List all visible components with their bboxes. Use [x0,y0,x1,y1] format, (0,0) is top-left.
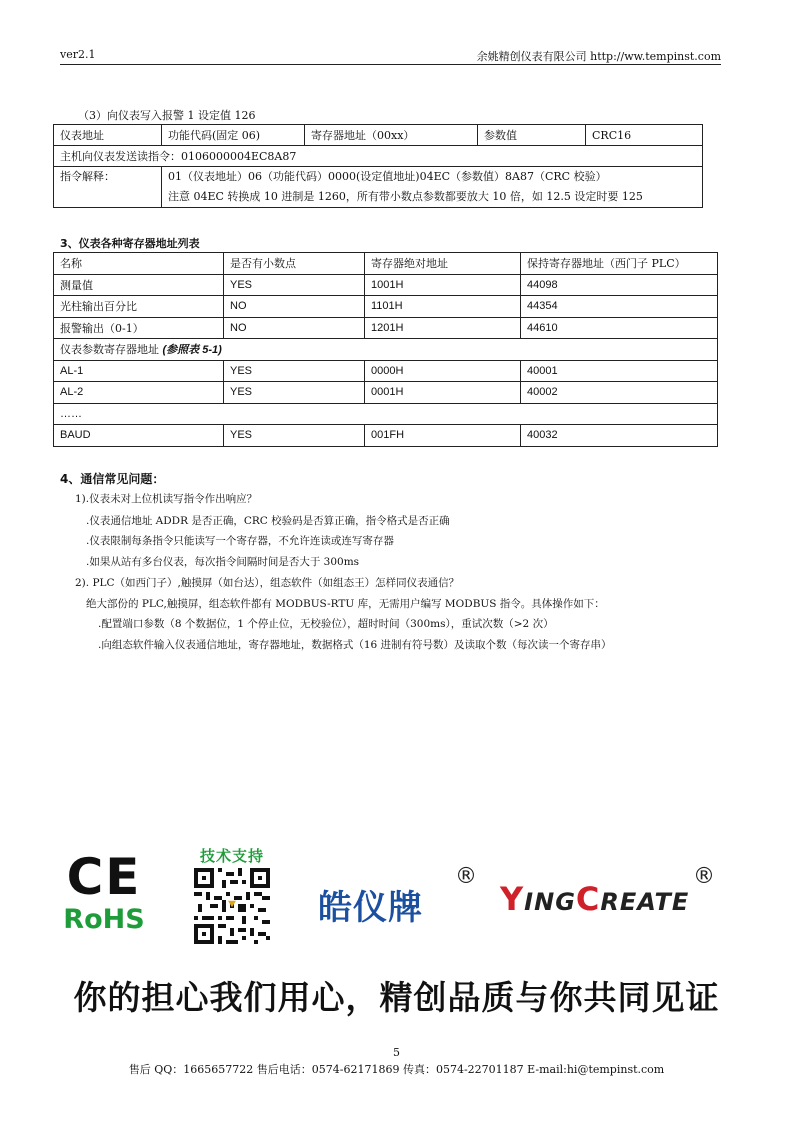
cell: AL-2 [54,382,224,404]
brand-en-logo [500,880,689,918]
explain-line-2: 注意 04EC 转换成 10 进制是 1260，所有带小数点参数都要放大 10 倍，如 12.5 设定时要 125 [168,190,643,203]
cell: NO [224,296,365,318]
cell: 40001 [521,360,718,382]
send-command-line: 主机向仪表发送读指令：0106000004EC8A87 [54,146,703,167]
faq-a2-1: .配置端口参数（8 个数据位，1 个停止位，无校验位），超时时间（300ms），重试次数（>2 次） [98,618,554,630]
brand-en-c: C [575,880,601,918]
col-header: 功能代码(固定 06) [162,125,305,146]
col-header: 寄存器地址（00xx） [305,125,478,146]
table-row [54,382,718,404]
cell: 40032 [521,425,718,447]
faq-a1-3: .如果从站有多台仪表，每次指令间隔时间是否大于 300ms [86,556,360,568]
col-header: CRC16 [586,125,703,146]
param-register-label [54,339,718,361]
version-label: ver2.1 [60,48,96,61]
brand-cn-logo [318,880,423,929]
explain-text [162,167,703,208]
cell: AL-1 [54,360,224,382]
page-header [60,48,721,65]
faq-a2-2: .向组态软件输入仪表通信地址，寄存器地址，数据格式（16 进制有符号数）及读取个数（每次读一个寄存串） [98,639,612,651]
col-header: 名称 [54,253,224,275]
brand-cn-text: 皓仪牌 [318,888,423,928]
slogan: 你的担心我们用心，精创品质与你共同见证 [73,978,720,1017]
cell: 44098 [521,274,718,296]
register-table [53,252,718,447]
cell: BAUD [54,425,224,447]
table-row [54,339,718,361]
write-command-table [53,124,703,208]
cell: 1101H [365,296,521,318]
faq-a2-intro: 绝大部份的 PLC,触摸屏，组态软件都有 MODBUS-RTU 库，无需用户编写 MODBUS 指令。具体操作如下： [86,598,605,610]
col-header: 参数值 [478,125,586,146]
brand-en-y: Y [500,880,525,918]
faq-q2: 2). PLC（如西门子）,触摸屏（如台达），组态软件（如组态王）怎样同仪表通信？ [75,577,460,589]
cell: YES [224,274,365,296]
cell: YES [224,425,365,447]
table-row [54,296,718,318]
tech-support-qr [192,845,272,944]
ce-mark: CE [66,848,142,906]
cell: 44610 [521,317,718,339]
contact-footer: 售后 QQ：1665657722 售后电话：0574-62171869 传真：0574-22701187 E-mail:hi@tempinst.com [128,1063,665,1076]
explain-label: 指令解释： [54,167,162,208]
table-row [54,360,718,382]
rohs-mark: RoHS [63,904,145,935]
col-header: 是否有小数点 [224,253,365,275]
faq-q1: 1).仪表未对上位机读写指令作出响应？ [75,493,258,505]
table-row [54,403,718,425]
ce-rohs-logo [58,850,150,940]
table-row [54,425,718,447]
cell: 0001H [365,382,521,404]
table-row [54,274,718,296]
cell: 光柱输出百分比 [54,296,224,318]
brand-en-ing: ING [524,888,576,916]
qr-title: 技术支持 [199,847,264,865]
cell: YES [224,360,365,382]
faq-a1-1: .仪表通信地址 ADDR 是否正确，CRC 校验码是否算正确，指令格式是否正确 [86,515,450,527]
cell: YES [224,382,365,404]
company-label: 余姚精创仪表有限公司 http://ww.tempinst.com [476,50,721,63]
page-number: 5 [393,1046,400,1059]
cell: NO [224,317,365,339]
faq-a1-2: .仪表限制每条指令只能读写一个寄存器，不允许连读或连写寄存器 [86,535,394,547]
ellipsis-cell: …… [54,403,718,425]
table-row [54,317,718,339]
qr-code-icon [194,868,270,944]
section3-title: （3）向仪表写入报警 1 设定值 126 [78,109,256,122]
col-header: 寄存器绝对地址 [365,253,521,275]
registered-mark: ® [455,864,477,889]
cell: 44354 [521,296,718,318]
param-label: 仪表参数寄存器地址 [60,343,159,357]
cell: 001FH [365,425,521,447]
cell: 0000H [365,360,521,382]
cell: 1001H [365,274,521,296]
param-ref: (参照表 5-1) [162,344,222,357]
cell: 1201H [365,317,521,339]
cell: 测量值 [54,274,224,296]
register-section-title: 3、仪表各种寄存器地址列表 [60,237,200,250]
faq-title: 4、通信常见问题： [60,472,165,486]
registered-mark-2: ® [693,864,715,889]
cell: 40002 [521,382,718,404]
col-header: 保持寄存器地址（西门子 PLC） [521,253,718,275]
col-header: 仪表地址 [54,125,162,146]
brand-en-reate: REATE [600,888,690,916]
cell: 报警输出（0-1） [54,317,224,339]
explain-line-1: 01（仪表地址）06（功能代码）0000(设定值地址)04EC（参数值）8A87（CRC 校验） [168,170,607,183]
